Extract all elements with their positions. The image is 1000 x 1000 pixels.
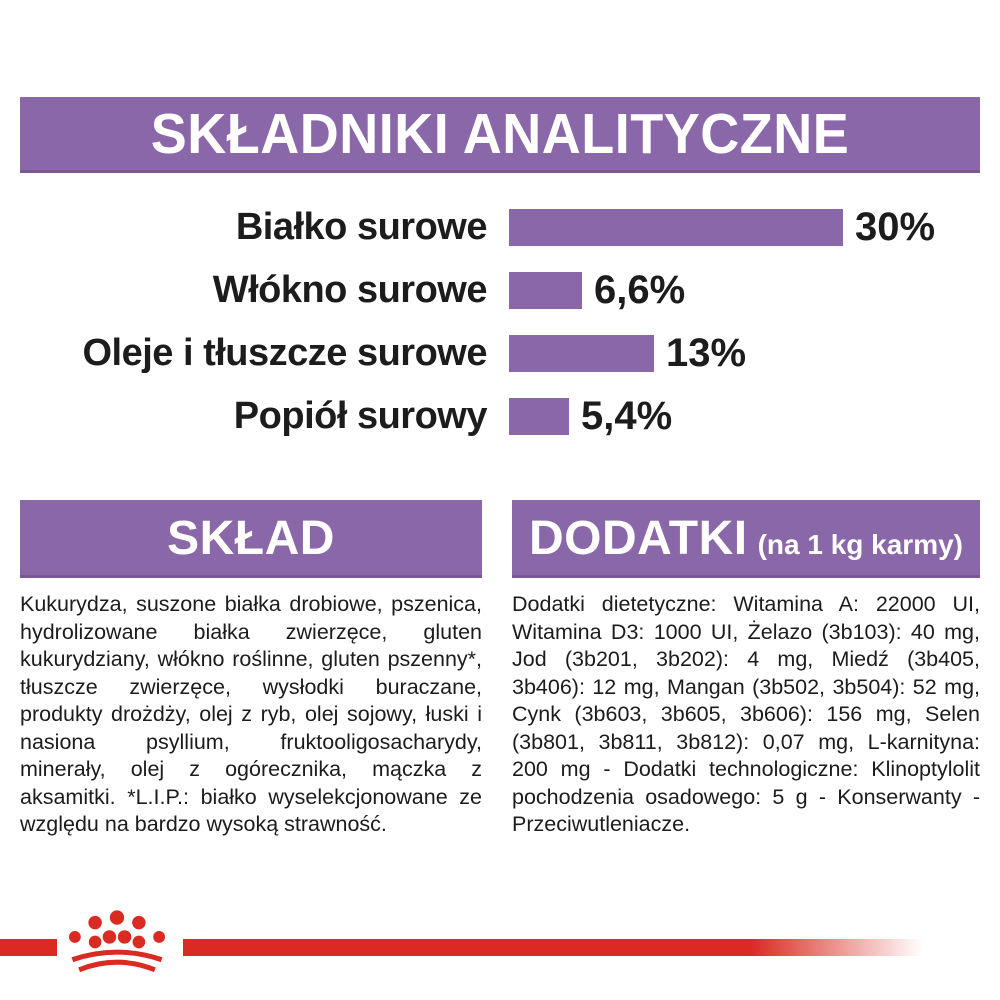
chart-value-label: 6,6%	[594, 268, 686, 312]
footer-red-band-left	[0, 939, 57, 956]
chart-category-label: Włókno surowe	[212, 269, 487, 311]
chart-bar	[509, 209, 843, 246]
analytical-section-header	[20, 97, 980, 173]
additives-section	[512, 500, 980, 839]
composition-body-text: Kukurydza, suszone białka drobiowe, pszenica, hydrolizowane białka zwierzęce, gluten kukurydziany, włókno roślinne, gluten pszenny*, tłuszcze zwierzęce, wysłodki buraczane, produkty drożdży, olej z ryb, olej sojowy, łuski i nasiona psyllium, fruktooligosacharydy, minerały, olej z ogórecznika, mączka z aksamitki. *L.I.P.: białko wyselekcjonowane ze względu na bardzo wysoką strawność.	[20, 592, 482, 836]
additives-section-title: DODATKI	[528, 512, 748, 565]
composition-section-title: SKŁAD	[167, 512, 335, 565]
chart-bar	[509, 272, 582, 309]
chart-row	[0, 322, 1000, 385]
additives-section-header	[512, 500, 980, 578]
chart-value-label: 5,4%	[581, 394, 673, 438]
chart-category-label: Białko surowe	[235, 206, 487, 248]
composition-section	[20, 500, 482, 839]
chart-bar	[509, 398, 569, 435]
chart-row	[0, 196, 1000, 259]
composition-section-header	[20, 500, 482, 578]
analytical-chart	[0, 196, 1000, 448]
additives-body-text: Dodatki dietetyczne: Witamina A: 22000 UI, Witamina D3: 1000 UI, Żelazo (3b103): 40 mg, Jod (3b201, 3b202): 4 mg, Miedź (3b405, 3b406): 12 mg, Mangan (3b502, 3b504): 52 mg, Cynk (3b603, 3b605, 3b606): 156 mg, Selen (3b801, 3b811, 3b812): 0,07 mg, L-karnityna: 200 mg - Dodatki technologiczne: Klinoptylolit pochodzenia osadowego: 5 g - Konserwanty - Przeciwutleniacze.	[512, 592, 980, 836]
chart-category-label: Popiół surowy	[233, 395, 487, 437]
analytical-section-title: SKŁADNIKI ANALITYCZNE	[150, 102, 850, 165]
chart-row	[0, 385, 1000, 448]
chart-value-label: 13%	[666, 331, 747, 375]
footer-red-band-right	[183, 939, 930, 956]
chart-bar	[509, 335, 654, 372]
royal-canin-crown-icon	[64, 910, 170, 974]
chart-category-label: Oleje i tłuszcze surowe	[82, 332, 487, 374]
additives-section-subtitle: (na 1 kg karmy)	[757, 529, 963, 560]
chart-row	[0, 259, 1000, 322]
chart-value-label: 30%	[855, 205, 936, 249]
